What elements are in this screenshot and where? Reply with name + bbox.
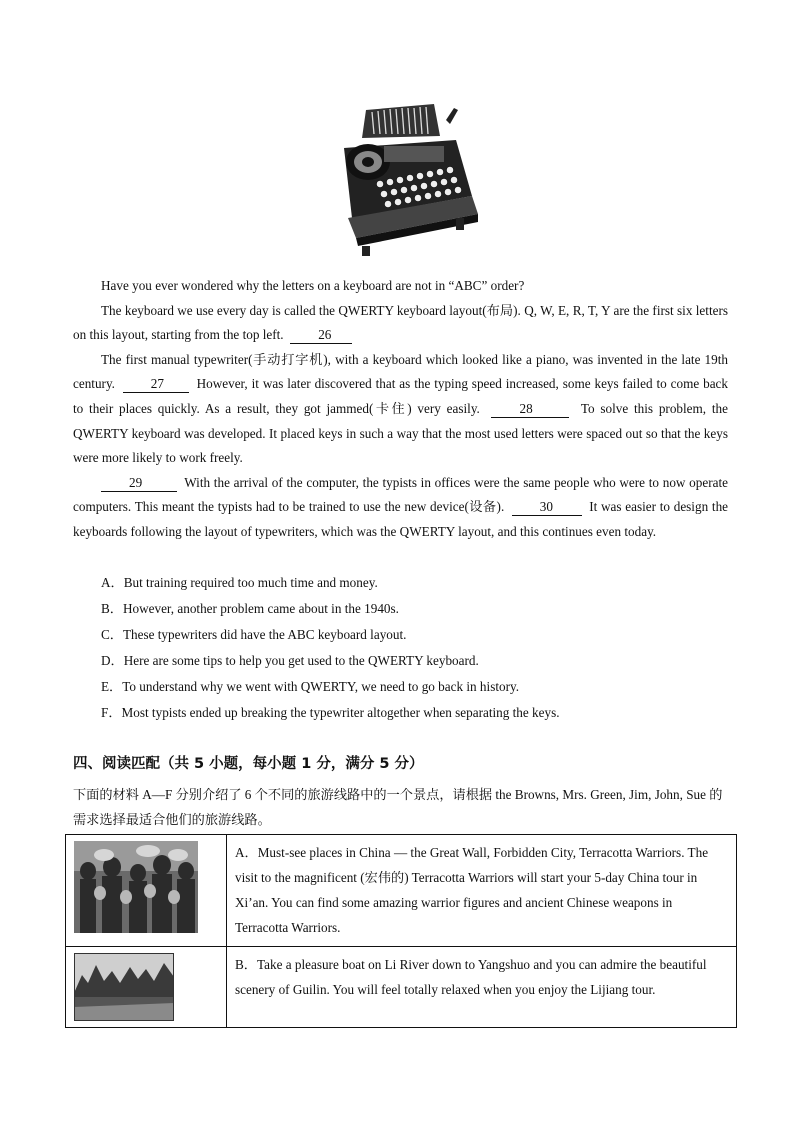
option-f: F．Most typists ended up breaking the typewriter altogether when separating the keys. [101,705,560,720]
image-cell [66,835,227,947]
option-d: D．Here are some tips to help you get used to the QWERTY keyboard. [101,653,479,668]
passage-paragraph-2 [73,299,728,348]
blank-27[interactable]: 27 [123,376,189,393]
section-instruction: 下面的材料 A—F 分别介绍了 6 个不同的旅游线路中的一个景点，请根据 the Browns, Mrs. Green, Jim, John, Sue 的需求选择最适合他们的旅游线路。 [73,787,723,827]
answer-options [101,570,560,726]
blank-28[interactable]: 28 [491,401,569,418]
matching-table [65,834,737,1028]
option-b: B．However, another problem came about in the 1940s. [101,601,399,616]
paragraph-text: To solve this problem, the QWERTY keyboard was developed. It placed keys in such a way that the most used letters were spaced out so that the keys were more likely to work freely. [73,400,728,466]
passage-paragraph-3 [73,348,728,471]
paragraph-text: The keyboard we use every day is called the QWERTY keyboard layout(布局). Q, W, E, R, T, Y are the first six letters on this layout, starting from the top left. [73,302,728,343]
paragraph-text: The first manual typewriter(手动打字机), with a keyboard which looked like a piano, was invented in the late 19th century. [73,351,728,392]
image-cell [66,947,227,1028]
paragraph-text: However, it was later discovered that as the typing speed increased, some keys failed to come back to their places quickly. As a result, they got jammed(卡住) very easily. [73,376,728,416]
li-river-photo [74,953,174,1021]
blank-26[interactable]: 26 [290,327,352,344]
passage [73,274,728,545]
option-a: A．But training required too much time and money. [101,575,378,590]
table-row [66,835,737,947]
blank-29[interactable]: 29 [101,475,177,492]
passage-paragraph-4 [73,471,728,545]
table-row [66,947,737,1028]
paragraph-text: With the arrival of the computer, the typists in offices were the same people who were to now operate computers. This meant the typists had to be trained to use the new device(设备). [73,474,728,515]
tour-b-description: B．Take a pleasure boat on Li River down to Yangshuo and you can admire the beautiful scenery of Guilin. You will feel totally relaxed when you enjoy the Lijiang tour. [227,947,737,1028]
blank-30[interactable]: 30 [512,499,582,516]
paragraph-text: It was easier to design the keyboards following the layout of typewriters, which was the QWERTY layout, and this continues even today. [73,499,729,539]
section-heading: 四、阅读匹配（共 5 小题，每小题 1 分，满分 5 分） [73,756,424,772]
typewriter-illustration [322,100,480,260]
option-c: C．These typewriters did have the ABC keyboard layout. [101,627,407,642]
option-e: E．To understand why we went with QWERTY, we need to go back in history. [101,679,520,694]
tour-a-description: A．Must-see places in China — the Great Wall, Forbidden City, Terracotta Warriors. The visit to the magnificent (宏伟的) Terracotta Warriors will start your 5-day China tour in Xi’an. You can find some amazing warrior figures and ancient Chinese weapons in Terracotta Warriors. [227,835,737,947]
terracotta-warriors-photo [74,841,198,933]
passage-paragraph-1: Have you ever wondered why the letters on a keyboard are not in “ABC” order? [101,278,525,293]
